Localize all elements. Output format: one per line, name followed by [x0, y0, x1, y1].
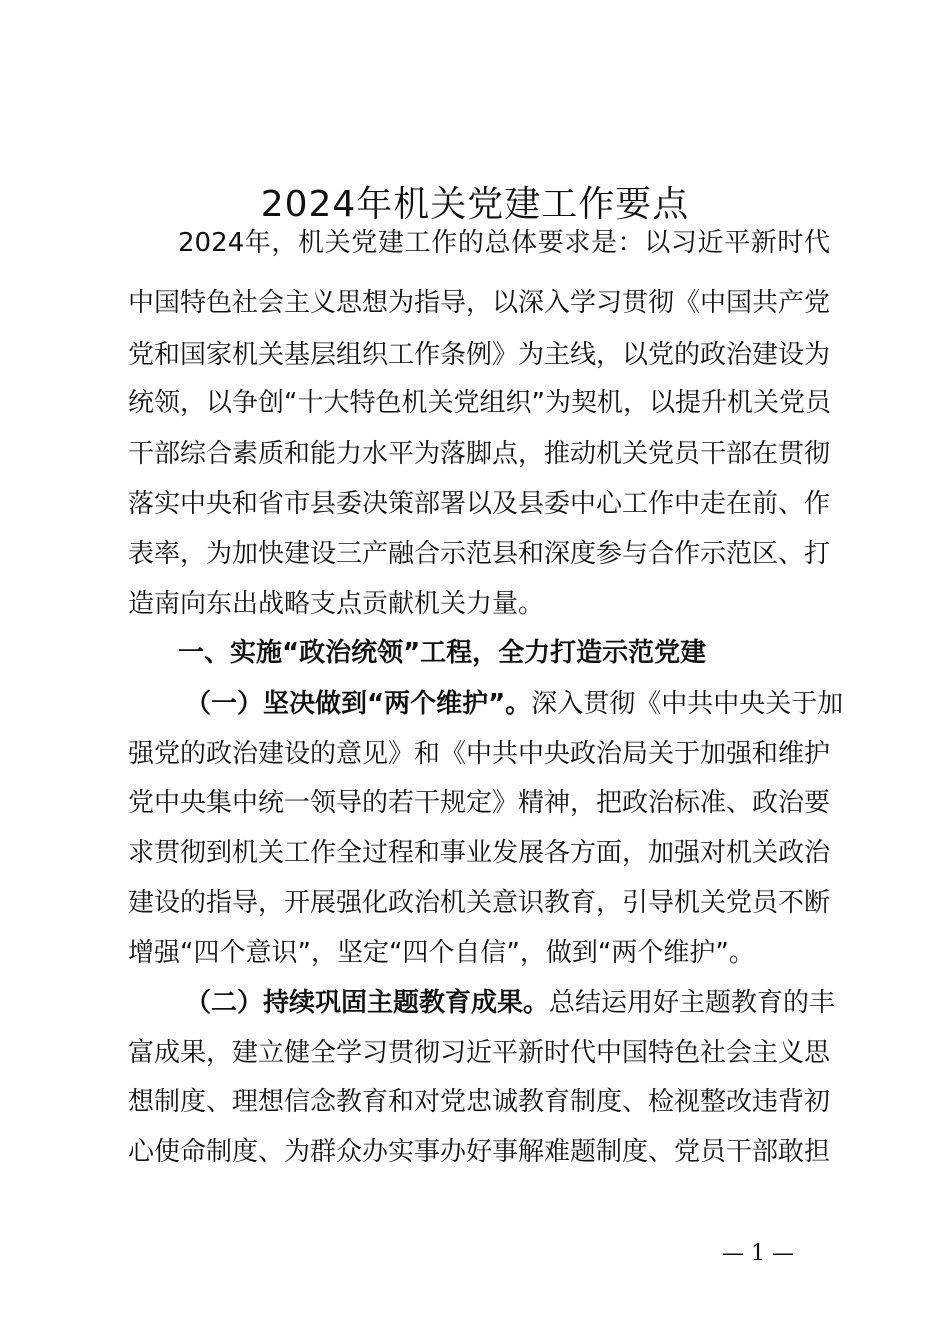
- paragraph-line: 干部综合素质和能力水平为落脚点，推动机关党员干部在贯彻: [128, 439, 831, 469]
- paragraph-line: 心使命制度、为群众办实事办好事解难题制度、党员干部敢担: [128, 1137, 831, 1167]
- paragraph-line: 落实中央和省市县委决策部署以及县委中心工作中走在前、作: [128, 489, 831, 519]
- item-lead: （一）坚决做到“两个维护”。: [185, 689, 532, 719]
- paragraph-line: 强党的政治建设的意见》和《中共中央政治局关于加强和维护: [128, 739, 831, 769]
- paragraph-line: 中国特色社会主义思想为指导，以深入学习贯彻《中国共产党: [128, 288, 831, 318]
- section-heading: 一、实施“政治统领”工程，全力打造示范党建: [178, 638, 707, 668]
- paragraph-line: [185, 687, 844, 721]
- paragraph-line: 造南向东出战略支点贡献机关力量。: [128, 589, 545, 619]
- paragraph-line: [185, 986, 836, 1020]
- paragraph-line: 求贯彻到机关工作全过程和事业发展各方面，加强对机关政治: [128, 838, 831, 868]
- paragraph-line: 党中央集中统一领导的若干规定》精神，把政治标准、政治要: [128, 788, 831, 818]
- paragraph-line: 2024年，机关党建工作的总体要求是：以习近平新时代: [178, 228, 830, 258]
- page-number: — 1 —: [722, 1241, 794, 1266]
- item-lead: （二）持续巩固主题教育成果。: [185, 988, 550, 1018]
- paragraph-line: 建设的指导，开展强化政治机关意识教育，引导机关党员不断: [128, 888, 831, 918]
- paragraph-line: 统领，以争创“十大特色机关党组织”为契机，以提升机关党员: [128, 388, 831, 418]
- paragraph-line: 表率，为加快建设三产融合示范县和深度参与合作示范区、打: [128, 539, 831, 569]
- paragraph-line: 党和国家机关基层组织工作条例》为主线，以党的政治建设为: [128, 340, 831, 370]
- paragraph-line: 想制度、理想信念教育和对党忠诚教育制度、检视整改违背初: [128, 1087, 831, 1117]
- item-text: 总结运用好主题教育的丰: [549, 988, 836, 1018]
- document-title: 2024年机关党建工作要点: [260, 184, 690, 225]
- paragraph-line: 增强“四个意识”，坚定“四个自信”，做到“两个维护”。: [128, 938, 755, 968]
- paragraph-line: 富成果，建立健全学习贯彻习近平新时代中国特色社会主义思: [128, 1038, 831, 1068]
- item-text: 深入贯彻《中共中央关于加: [531, 689, 844, 719]
